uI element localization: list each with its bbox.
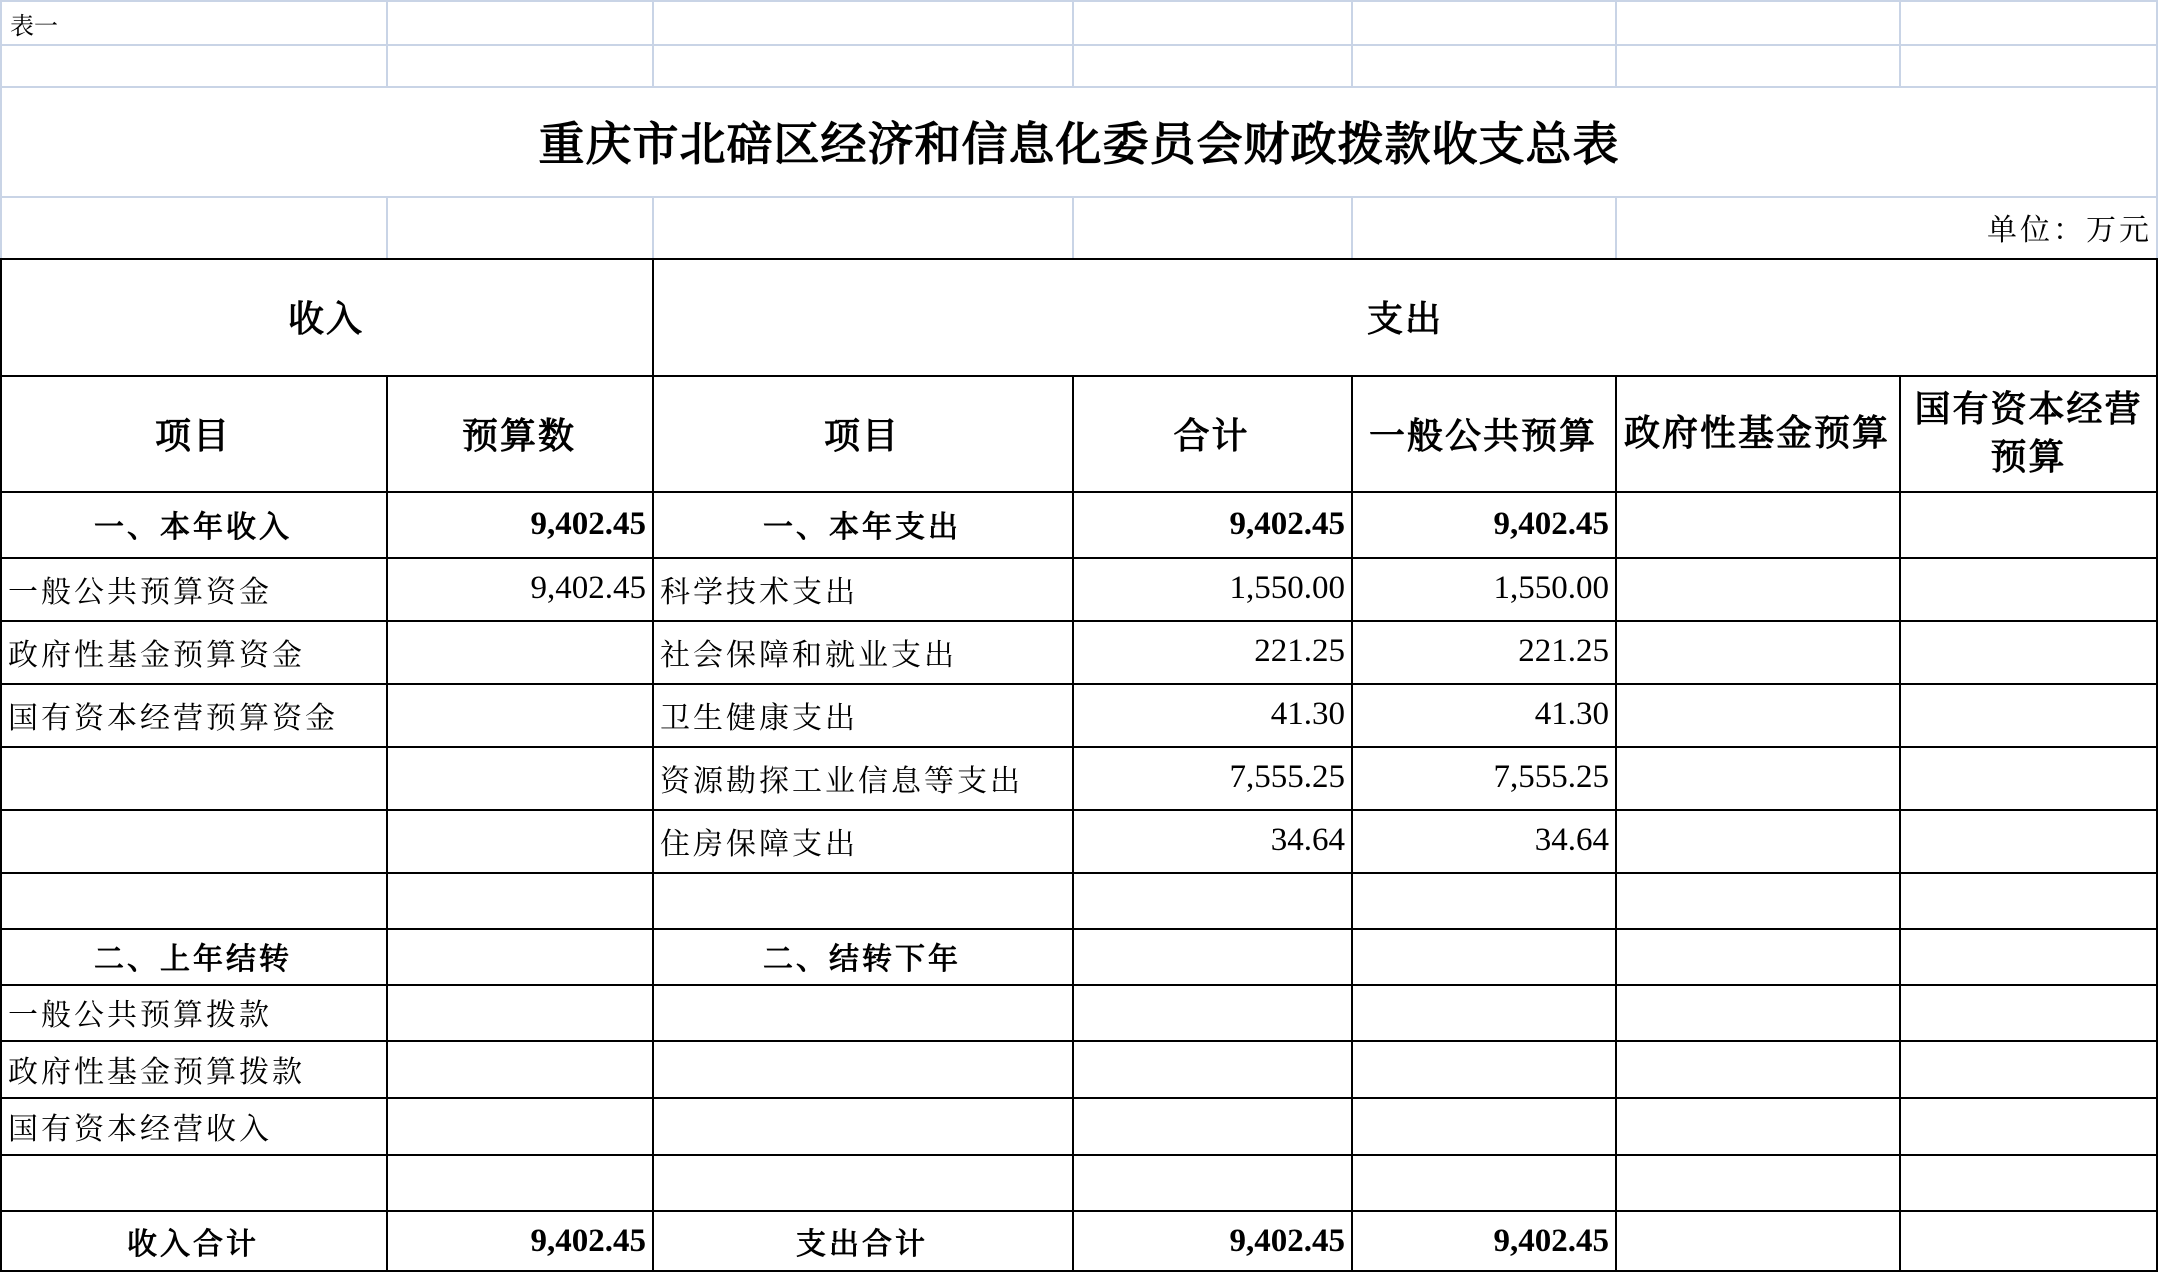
general-budget-cell: 41.30: [1534, 696, 1609, 732]
income-item-cell: [0, 809, 386, 872]
gov-fund-cell: [1615, 1210, 1899, 1272]
income-item-cell: [0, 1154, 386, 1210]
income-amount-cell: [386, 683, 652, 746]
state-capital-cell: [1899, 1210, 2158, 1272]
gov-fund-cell: [1615, 928, 1899, 984]
total-cell: 9,402.45: [1229, 505, 1345, 542]
total-cell: 9,402.45: [1229, 1222, 1345, 1259]
grid-line: [386, 0, 388, 86]
expense-item-cell: 二、结转下年: [763, 942, 961, 977]
income-amount-cell: [386, 872, 652, 928]
income-item-cell: 国有资本经营收入: [8, 1111, 272, 1147]
state-capital-cell: [1899, 1040, 2158, 1097]
income-amount-cell: 9,402.45: [530, 570, 646, 606]
gov-fund-cell: [1615, 683, 1899, 746]
general-budget-cell: [1351, 1154, 1615, 1210]
total-cell: 1,550.00: [1229, 570, 1345, 606]
gov-fund-cell: [1615, 872, 1899, 928]
state-capital-cell: [1899, 809, 2158, 872]
expense-item-cell: [652, 1154, 1072, 1210]
total-cell: [1072, 928, 1351, 984]
state-capital-cell: [1899, 557, 2158, 620]
general-budget-cell: [1351, 928, 1615, 984]
total-cell: [1072, 872, 1351, 928]
gov-fund-cell: [1615, 746, 1899, 809]
income-item-cell: 政府性基金预算拨款: [8, 1054, 305, 1090]
grid-line: [1072, 196, 1074, 258]
sheet-tag: 表一: [10, 11, 58, 40]
income-header: 收入: [287, 298, 364, 340]
gov-fund-cell: [1615, 809, 1899, 872]
state-capital-cell: [1899, 872, 2158, 928]
income-amount-cell: [386, 809, 652, 872]
grid-line: [1615, 0, 1617, 86]
grid-line: [1072, 0, 1074, 86]
total-cell: 34.64: [1270, 822, 1345, 858]
state-capital-cell: [1899, 491, 2158, 557]
state-capital-header: 国有资本经营预算: [1914, 388, 2143, 478]
total-cell: [1072, 984, 1351, 1040]
income-budget-header: 预算数: [461, 414, 576, 457]
general-budget-cell: 1,550.00: [1493, 570, 1609, 606]
income-item-cell: [0, 872, 386, 928]
expense-header: 支出: [1366, 298, 1443, 340]
income-amount-cell: 9,402.45: [530, 1222, 646, 1259]
total-cell: 41.30: [1270, 696, 1345, 732]
total-cell: 221.25: [1254, 633, 1345, 669]
income-item-cell: 二、上年结转: [94, 942, 292, 977]
grid-line: [1351, 0, 1353, 86]
gov-fund-cell: [1615, 620, 1899, 683]
expense-item-cell: [652, 872, 1072, 928]
general-budget-cell: 9,402.45: [1493, 1222, 1609, 1259]
income-item-cell: 国有资本经营预算资金: [8, 700, 338, 736]
general-budget-cell: [1351, 1097, 1615, 1154]
page-title: 重庆市北碚区经济和信息化委员会财政拨款收支总表: [538, 117, 1620, 171]
gov-fund-header: 政府性基金预算: [1623, 412, 1890, 454]
state-capital-cell: [1899, 746, 2158, 809]
expense-item-cell: [652, 984, 1072, 1040]
grid-line: [1615, 196, 1617, 258]
gov-fund-cell: [1615, 1154, 1899, 1210]
gov-fund-cell: [1615, 984, 1899, 1040]
total-cell: [1072, 1040, 1351, 1097]
general-budget-cell: [1351, 1040, 1615, 1097]
income-amount-cell: [386, 620, 652, 683]
income-item-header: 项目: [154, 414, 231, 457]
state-capital-cell: [1899, 683, 2158, 746]
state-capital-cell: [1899, 984, 2158, 1040]
grid-line: [386, 196, 388, 258]
general-budget-cell: 221.25: [1518, 633, 1609, 669]
total-cell: [1072, 1154, 1351, 1210]
expense-item-header: 项目: [823, 414, 900, 457]
general-budget-cell: 9,402.45: [1493, 505, 1609, 542]
expense-item-cell: [652, 1040, 1072, 1097]
income-item-cell: 一般公共预算拨款: [8, 998, 272, 1033]
income-item-cell: [0, 746, 386, 809]
income-item-cell: 收入合计: [127, 1227, 259, 1262]
expense-item-cell: 支出合计: [796, 1227, 928, 1262]
state-capital-cell: [1899, 1154, 2158, 1210]
general-budget-cell: 34.64: [1534, 822, 1609, 858]
state-capital-cell: [1899, 928, 2158, 984]
income-item-cell: 一、本年收入: [94, 510, 292, 545]
gov-fund-cell: [1615, 1097, 1899, 1154]
total-cell: 7,555.25: [1229, 759, 1345, 795]
expense-item-cell: 社会保障和就业支出: [660, 637, 957, 673]
income-amount-cell: [386, 1154, 652, 1210]
income-amount-cell: 9,402.45: [530, 505, 646, 542]
total-cell: [1072, 1097, 1351, 1154]
expense-item-cell: 卫生健康支出: [660, 700, 858, 736]
income-amount-cell: [386, 746, 652, 809]
income-amount-cell: [386, 928, 652, 984]
general-budget-header: 一般公共预算: [1368, 414, 1597, 457]
income-item-cell: 一般公共预算资金: [8, 574, 272, 610]
expense-item-cell: 资源勘探工业信息等支出: [660, 763, 1023, 799]
gov-fund-cell: [1615, 491, 1899, 557]
grid-line: [652, 0, 654, 86]
state-capital-cell: [1899, 1097, 2158, 1154]
expense-item-cell: 一、本年支出: [763, 510, 961, 545]
grid-line: [0, 196, 2158, 198]
total-header: 合计: [1173, 414, 1250, 457]
grid-line: [652, 196, 654, 258]
income-amount-cell: [386, 984, 652, 1040]
general-budget-cell: [1351, 984, 1615, 1040]
grid-line: [1351, 196, 1353, 258]
income-amount-cell: [386, 1040, 652, 1097]
general-budget-cell: 7,555.25: [1493, 759, 1609, 795]
unit-label: 单位：万元: [1987, 213, 2152, 248]
state-capital-cell: [1899, 620, 2158, 683]
grid-line: [0, 44, 2158, 46]
expense-item-cell: 科学技术支出: [660, 574, 858, 610]
income-item-cell: 政府性基金预算资金: [8, 637, 305, 673]
income-amount-cell: [386, 1097, 652, 1154]
gov-fund-cell: [1615, 557, 1899, 620]
grid-line: [1899, 0, 1901, 86]
gov-fund-cell: [1615, 1040, 1899, 1097]
general-budget-cell: [1351, 872, 1615, 928]
expense-item-cell: 住房保障支出: [660, 826, 858, 862]
expense-item-cell: [652, 1097, 1072, 1154]
